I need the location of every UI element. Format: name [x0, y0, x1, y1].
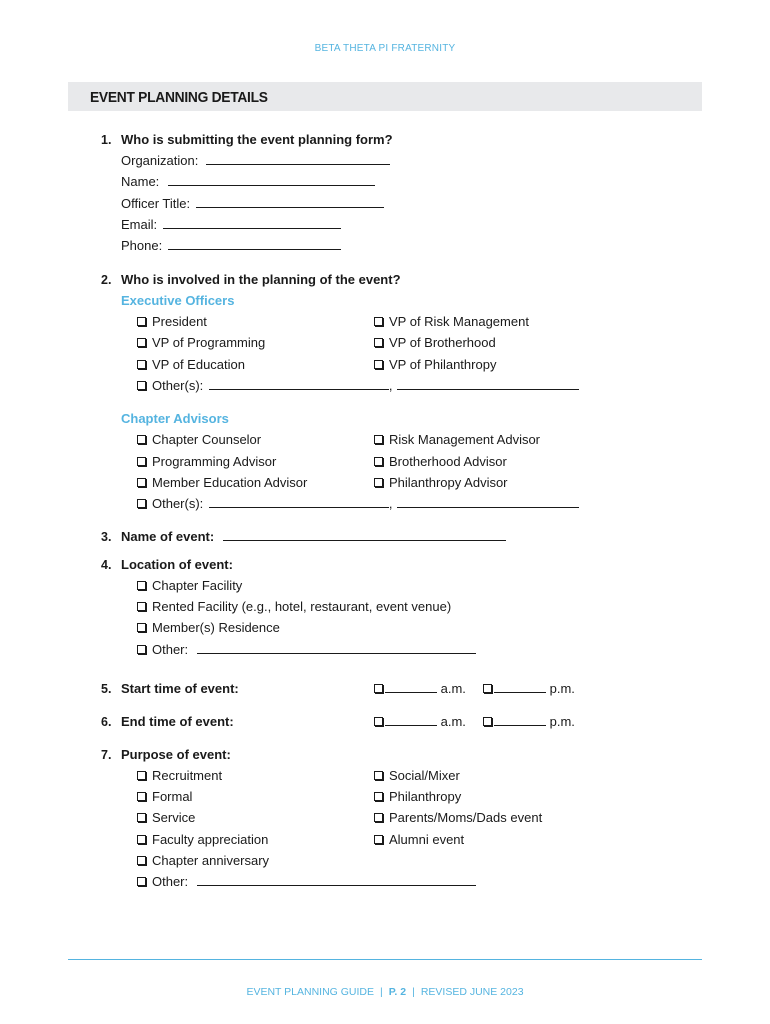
checkbox-chapter-anniversary[interactable] [137, 853, 269, 869]
checkbox-icon[interactable] [374, 792, 383, 801]
checkbox-icon[interactable] [137, 435, 146, 444]
q7-question: Purpose of event: [121, 747, 231, 762]
checkbox-social-mixer[interactable] [374, 768, 460, 784]
phone-line[interactable] [168, 238, 341, 250]
checkbox-icon[interactable] [137, 835, 146, 844]
checkbox-vp-education[interactable] [137, 357, 245, 373]
checkbox-label: Risk Management Advisor [389, 432, 541, 447]
checkbox-icon[interactable] [483, 717, 492, 726]
other-line[interactable] [197, 642, 476, 654]
checkbox-label: President [152, 314, 207, 329]
checkbox-icon[interactable] [374, 360, 383, 369]
pm-label: p.m. [549, 714, 575, 729]
checkbox-icon[interactable] [374, 457, 383, 466]
organization-line[interactable] [206, 153, 390, 165]
q3-number: 3. [101, 530, 112, 544]
organization-field[interactable] [121, 153, 390, 169]
checkbox-icon[interactable] [137, 792, 146, 801]
checkbox-label: Brotherhood Advisor [389, 454, 507, 469]
checkbox-president[interactable] [137, 314, 207, 330]
others-line-2[interactable] [397, 378, 579, 390]
checkbox-label: Member Education Advisor [152, 475, 308, 490]
checkbox-programming-advisor[interactable] [137, 454, 276, 470]
name-label: Name: [121, 174, 160, 189]
am-label: a.m. [440, 714, 466, 729]
checkbox-icon[interactable] [374, 813, 383, 822]
q6-question: End time of event: [121, 714, 234, 729]
checkbox-location-other[interactable] [137, 642, 476, 658]
footer-revised: REVISED JUNE 2023 [420, 986, 524, 998]
time-line[interactable] [494, 681, 546, 693]
footer-rule [68, 959, 702, 960]
checkbox-icon[interactable] [374, 478, 383, 487]
organization-label: Organization: [121, 153, 199, 168]
checkbox-recruitment[interactable] [137, 768, 222, 784]
q4-number: 4. [101, 558, 112, 572]
footer-separator: | [380, 986, 383, 998]
checkbox-icon[interactable] [483, 684, 492, 693]
event-name-line[interactable] [223, 529, 506, 541]
others-label: Other(s): [152, 378, 204, 393]
officer-title-label: Officer Title: [121, 196, 191, 211]
checkbox-icon[interactable] [137, 338, 146, 347]
q2-question: Who is involved in the planning of the event? [121, 272, 401, 287]
checkbox-icon[interactable] [137, 581, 146, 590]
checkbox-vp-programming[interactable] [137, 335, 265, 351]
checkbox-chapter-facility[interactable] [137, 578, 242, 594]
checkbox-icon[interactable] [137, 360, 146, 369]
checkbox-icon[interactable] [374, 835, 383, 844]
checkbox-alumni-event[interactable] [374, 832, 464, 848]
checkbox-icon[interactable] [374, 771, 383, 780]
end-time-am[interactable] [374, 714, 466, 730]
checkbox-member-residence[interactable] [137, 620, 280, 636]
checkbox-label: Chapter Facility [152, 578, 243, 593]
section-bar [68, 82, 702, 111]
q4-question: Location of event: [121, 557, 233, 572]
document-header: BETA THETA PI FRATERNITY [314, 43, 456, 54]
checkbox-philanthropy[interactable] [374, 789, 461, 805]
checkbox-chapter-counselor[interactable] [137, 432, 261, 448]
checkbox-philanthropy-advisor[interactable] [374, 475, 508, 491]
time-line[interactable] [385, 714, 437, 726]
checkbox-label: Chapter Counselor [152, 432, 262, 447]
start-time-pm[interactable] [483, 681, 575, 697]
checkbox-label: VP of Programming [152, 335, 266, 350]
checkbox-label: VP of Brotherhood [389, 335, 496, 350]
checkbox-icon[interactable] [137, 457, 146, 466]
checkbox-label: Social/Mixer [389, 768, 460, 783]
checkbox-label: Formal [152, 789, 193, 804]
checkbox-icon[interactable] [137, 856, 146, 865]
name-line[interactable] [168, 174, 375, 186]
comma: , [388, 378, 393, 393]
checkbox-label: Faculty appreciation [152, 832, 269, 847]
checkbox-label: Rented Facility (e.g., hotel, restaurant, event venue) [152, 599, 452, 614]
others-line-2[interactable] [397, 496, 579, 508]
other-label: Other: [152, 642, 189, 657]
checkbox-label: VP of Risk Management [389, 314, 529, 329]
checkbox-icon[interactable] [137, 623, 146, 632]
page-number: P. 2 [388, 986, 407, 998]
phone-field[interactable] [121, 238, 341, 254]
checkbox-vp-brotherhood[interactable] [374, 335, 496, 351]
checkbox-label: Alumni event [389, 832, 465, 847]
checkbox-risk-management-advisor[interactable] [374, 432, 540, 448]
officer-title-field[interactable] [121, 196, 384, 212]
email-field[interactable] [121, 217, 341, 233]
pm-label: p.m. [549, 681, 575, 696]
q7-number: 7. [101, 748, 112, 762]
other-line[interactable] [197, 874, 476, 886]
am-label: a.m. [440, 681, 466, 696]
checkbox-label: Philanthropy [389, 789, 462, 804]
checkbox-rented-facility[interactable] [137, 599, 451, 615]
checkbox-vp-philanthropy[interactable] [374, 357, 496, 373]
checkbox-label: Recruitment [152, 768, 223, 783]
q2-number: 2. [101, 273, 112, 287]
others-label: Other(s): [152, 496, 204, 511]
checkbox-advisor-others[interactable] [137, 496, 579, 512]
page-footer [0, 986, 770, 998]
q1-number: 1. [101, 133, 112, 147]
checkbox-icon[interactable] [137, 478, 146, 487]
checkbox-label: Service [152, 810, 196, 825]
q5-number: 5. [101, 682, 112, 696]
time-line[interactable] [494, 714, 546, 726]
checkbox-label: VP of Philanthropy [389, 357, 497, 372]
event-name-field[interactable] [121, 529, 506, 545]
footer-separator: | [412, 986, 415, 998]
checkbox-parents-event[interactable] [374, 810, 542, 826]
checkbox-member-education-advisor[interactable] [137, 475, 307, 491]
checkbox-label: Chapter anniversary [152, 853, 270, 868]
q1-question: Who is submitting the event planning form? [121, 132, 393, 147]
checkbox-exec-others[interactable] [137, 378, 579, 394]
checkbox-formal[interactable] [137, 789, 192, 805]
others-line-1[interactable] [209, 378, 389, 390]
checkbox-icon[interactable] [137, 813, 146, 822]
checkbox-icon[interactable] [374, 717, 383, 726]
checkbox-icon[interactable] [137, 602, 146, 611]
q5-question: Start time of event: [121, 681, 239, 696]
checkbox-icon[interactable] [137, 645, 146, 654]
officer-title-line[interactable] [196, 196, 384, 208]
checkbox-icon[interactable] [374, 684, 383, 693]
checkbox-icon[interactable] [374, 435, 383, 444]
q6-number: 6. [101, 715, 112, 729]
email-line[interactable] [163, 217, 341, 229]
checkbox-icon[interactable] [137, 381, 146, 390]
checkbox-icon[interactable] [137, 877, 146, 886]
checkbox-icon[interactable] [137, 317, 146, 326]
checkbox-faculty-appreciation[interactable] [137, 832, 268, 848]
checkbox-label: VP of Education [152, 357, 245, 372]
start-time-am[interactable] [374, 681, 466, 697]
other-label: Other: [152, 874, 189, 889]
checkbox-brotherhood-advisor[interactable] [374, 454, 507, 470]
comma: , [388, 496, 393, 511]
checkbox-icon[interactable] [374, 317, 383, 326]
footer-guide: EVENT PLANNING GUIDE [246, 986, 375, 998]
checkbox-icon[interactable] [137, 499, 146, 508]
others-line-1[interactable] [209, 496, 389, 508]
checkbox-icon[interactable] [137, 771, 146, 780]
name-field[interactable] [121, 174, 375, 190]
section-title: EVENT PLANNING DETAILS [90, 89, 268, 106]
checkbox-label: Programming Advisor [152, 454, 277, 469]
checkbox-label: Parents/Moms/Dads event [389, 810, 543, 825]
email-label: Email: [121, 217, 158, 232]
checkbox-purpose-other[interactable] [137, 874, 476, 890]
checkbox-label: Philanthropy Advisor [389, 475, 508, 490]
checkbox-service[interactable] [137, 810, 195, 826]
q3-question: Name of event: [121, 529, 215, 544]
executive-officers-heading: Executive Officers [121, 293, 235, 308]
chapter-advisors-heading: Chapter Advisors [121, 411, 229, 426]
time-line[interactable] [385, 681, 437, 693]
end-time-pm[interactable] [483, 714, 575, 730]
phone-label: Phone: [121, 238, 163, 253]
checkbox-icon[interactable] [374, 338, 383, 347]
checkbox-label: Member(s) Residence [152, 620, 280, 635]
checkbox-vp-risk-management[interactable] [374, 314, 529, 330]
